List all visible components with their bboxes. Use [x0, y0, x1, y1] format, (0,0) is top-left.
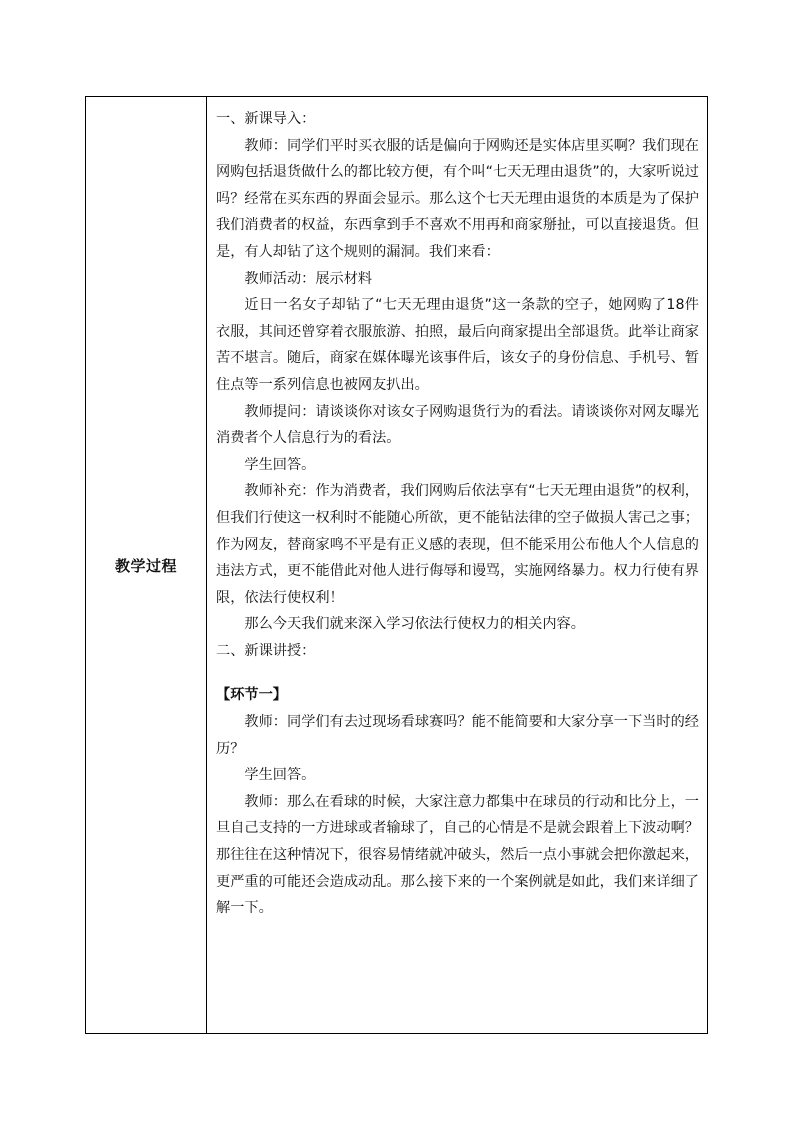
paragraph-student-answer-1: 学生回答。: [244, 456, 316, 473]
paragraph-student-answer-2: 学生回答。: [244, 767, 316, 784]
paragraph-teacher-question: 教师提问：请谈谈你对该女子网购退货行为的看法。请谈谈你对网友曝光消费者个人信息行为的看法。: [216, 403, 699, 447]
paragraph-teacher-ballgame: 教师：同学们有去过现场看球赛吗？能不能简要和大家分享一下当时的经历？: [216, 714, 699, 757]
paragraph-teacher-emotion: 教师：那么在看球的时候，大家注意力都集中在球员的行动和比分上，一旦自己支持的一方进球或者输球了，自己的心情是不是就会跟着上下波动啊？那往往在这种情况下，很容易情绪就冲破头，然后一点小事就会把你激起来，更严重的可能还会造成动乱。那么接下来的一个案例就是如此，我们来详细了解一下。: [216, 793, 699, 917]
paragraph-teacher-intro: 教师：同学们平时买衣服的话是偏向于网购还是实体店里买啊？我们现在网购包括退货做什么的都比较方便，有个叫“七天无理由退货”的，大家听说过吗？经常在买东西的界面会显示。那么这个七天无理由退货的本质是为了保护我们消费者的权益，东西拿到手不喜欢不用再和商家掰扯，可以直接退货。但是，有人却钻了这个规则的漏洞。我们来看：: [216, 137, 699, 260]
section-label-cell: [86, 97, 207, 1033]
heading-segment-one: 【环节一】: [216, 687, 287, 704]
spacer: [216, 664, 699, 682]
paragraph-teacher-activity: 教师活动：展示材料: [244, 270, 373, 287]
paragraph-lesson-topic: 那么今天我们就来深入学习依法行使权力的相关内容。: [244, 616, 585, 633]
heading-new-lesson-intro: 一、新课导入：: [216, 111, 316, 127]
lesson-plan-table: [85, 96, 708, 1034]
section-label: 教学过程: [114, 556, 177, 575]
paragraph-teacher-supplement: 教师补充：作为消费者，我们网购后依法享有“七天无理由退货”的权利，但我们行使这一权利时不能随心所欲，更不能钻法律的空子做损人害己之事；作为网友，替商家鸣不平是有正义感的表现，但不能采用公布他人个人信息的违法方式，更不能借此对他人进行侮辱和谩骂，实施网络暴力。权力行使有界限，依法行使权利！: [216, 483, 699, 606]
section-content-cell: [207, 97, 707, 1033]
paragraph-material: 近日一名女子却钻了“七天无理由退货”这一条款的空子，她网购了18件衣服，其间还曾穿着衣服旅游、拍照，最后向商家提出全部退货。此举让商家苦不堪言。随后，商家在媒体曝光该事件后，该女子的身份信息、手机号、暂住点等一系列信息也被网友扒出。: [216, 297, 699, 393]
heading-new-lesson-teaching: 二、新课讲授：: [216, 642, 316, 659]
